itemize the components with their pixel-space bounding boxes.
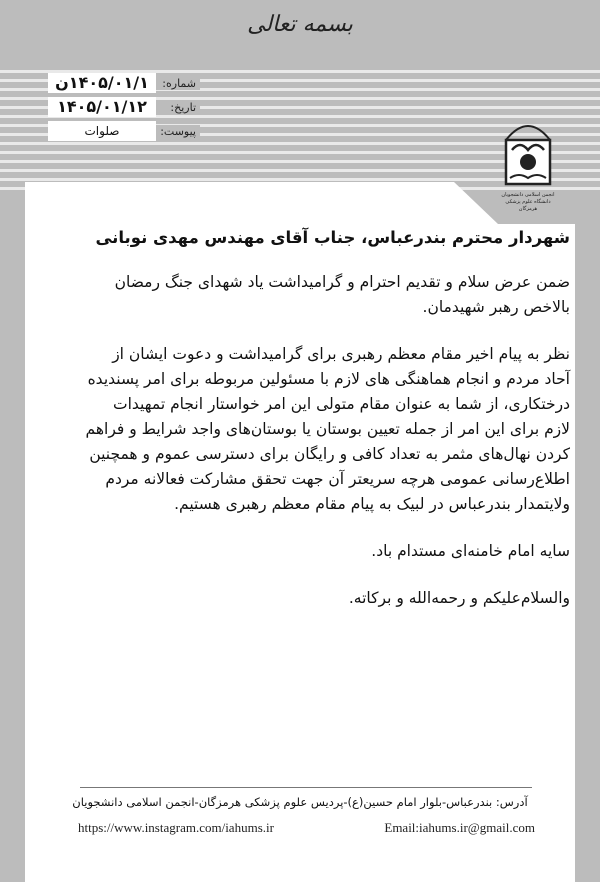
footer-address: آدرس: بندرعباس-بلوار امام حسین(ع)-پردیس علوم پزشکی هرمزگان-انجمن اسلامی دانشجویان — [72, 795, 528, 809]
basmala: بسمه تعالی — [247, 12, 353, 37]
greeting-paragraph — [50, 270, 570, 320]
text-line: کردن نهال‌های مثمر به تعداد کافی و رایگان برای دسترسی عموم و همچنین — [89, 445, 570, 463]
logo-caption-1: انجمن اسلامی دانشجویان — [501, 192, 555, 198]
logo — [500, 110, 556, 210]
text-line: آحاد مردم و انجام هماهنگی های لازم با مسئولین مربوطه برای امر پسندیده — [87, 370, 570, 388]
blessing-line: سایه امام خامنه‌ای مستدام باد. — [371, 542, 570, 560]
request-paragraph — [50, 342, 570, 517]
text-line: اطلاع‌رسانی عمومی هرچه سریعتر آن جهت تحقق مشارکت فعالانه مردم — [105, 470, 570, 488]
closing-line: والسلام‌علیکم و رحمه‌الله و برکاته. — [348, 589, 570, 607]
letter-body — [50, 225, 570, 633]
text-line: ضمن عرض سلام و تقدیم احترام و گرامیداشت یاد شهدای جنگ رمضان — [114, 273, 570, 291]
footer-divider — [80, 787, 532, 788]
recipient-title: شهردار محترم بندرعباس، جناب آقای مهندس مهدی نوبانی — [95, 228, 570, 247]
number-label: شماره: — [156, 77, 200, 90]
text-line: بالاخص رهبر شهیدمان. — [422, 298, 570, 316]
text-line: لازم برای این امر از جمله تعیین بوستان یا بوستان‌های واجد شرایط و فراهم — [85, 420, 570, 438]
logo-caption-2: دانشگاه علوم پزشکی هرمزگان — [505, 199, 551, 212]
text-line: ولایتمدار بندرعباس در لبیک به پیام مقام معظم رهبری هستیم. — [174, 495, 570, 513]
text-line: درختکاری، از شما به عنوان مقام متولی این امر خواستار انجام تمهیدات — [113, 395, 570, 413]
emblem-icon — [500, 110, 556, 188]
email-link[interactable]: Email:iahums.ir@gmail.com — [384, 820, 535, 835]
attachment-value: صلوات — [48, 121, 156, 141]
text-line: نظر به پیام اخیر مقام معظم رهبری برای گرامیداشت و دعوت ایشان از — [112, 345, 570, 363]
instagram-link[interactable]: https://www.instagram.com/iahums.ir — [78, 820, 274, 835]
letter-meta — [40, 72, 200, 144]
attachment-label: پیوست: — [156, 125, 200, 138]
number-value: ۱۴۰۵/۰۱/۱ن — [48, 73, 156, 93]
date-value: ۱۴۰۵/۰۱/۱۲ — [48, 97, 156, 117]
date-label: تاریخ: — [156, 101, 200, 114]
